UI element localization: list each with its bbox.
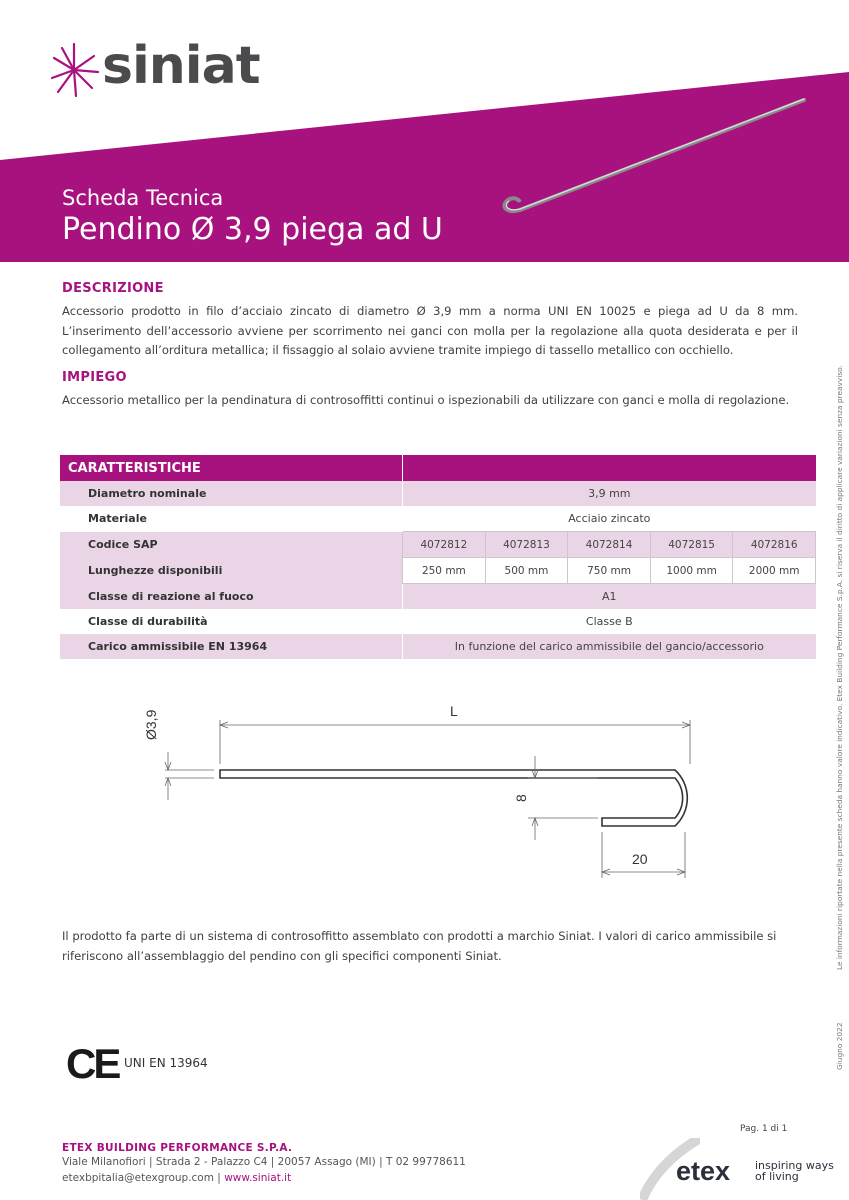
codice-cell: 4072815: [650, 532, 733, 558]
footer-website-link[interactable]: www.siniat.it: [224, 1172, 292, 1184]
fuoco-value: A1: [403, 584, 816, 610]
lunghezza-cell: 2000 mm: [733, 558, 816, 584]
table-header-row: [60, 455, 816, 481]
ce-norm: UNI EN 13964: [124, 1056, 208, 1070]
impiego-text: Accessorio metallico per la pendinatura di controsoffitti continui o ispezionabili da utilizzare con ganci e molla di regolazione.: [62, 393, 790, 407]
page-number: Pag. 1 di 1: [740, 1124, 788, 1134]
codice-cell: 4072812: [403, 532, 486, 558]
dimension-lines: [165, 720, 690, 878]
materiale-label: Materiale: [60, 506, 403, 532]
lunghezza-cell: 750 mm: [568, 558, 651, 584]
impiego-heading: IMPIEGO: [62, 370, 127, 385]
footer-email[interactable]: etexbpitalia@etexgroup.com: [62, 1172, 214, 1184]
table-row: [60, 634, 816, 659]
codice-label: Codice SAP: [60, 532, 403, 558]
etex-logo: etex: [676, 1156, 731, 1186]
siniat-logo: siniat: [102, 36, 260, 96]
lunghezza-cell: 250 mm: [403, 558, 486, 584]
footer-address: Viale Milanofiori | Strada 2 - Palazzo C4 | 20057 Assago (MI) | T 02 99778611: [62, 1156, 466, 1168]
etex-tagline: inspiring ways of living: [755, 1159, 834, 1183]
lunghezze-label: Lunghezze disponibili: [60, 558, 403, 584]
caratteristiche-table: [60, 455, 816, 659]
carico-value: In funzione del carico ammissibile del gancio/accessorio: [403, 634, 816, 659]
codice-cell: 4072816: [733, 532, 816, 558]
technical-drawing: [130, 690, 720, 890]
length-label: L: [450, 703, 458, 719]
lunghezza-cell: 1000 mm: [650, 558, 733, 584]
descrizione-text: Accessorio prodotto in filo d’acciaio zincato di diametro Ø 3,9 mm a norma UNI EN 10025 e piega ad U da 8 mm. L’inserimento dell’accessorio avviene per scorrimento nei ganci con molla per la regolazione alla quota desiderata e per il collegamento all’orditura metallica; il fissaggio al solaio avviene tramite impiego di tassello metallico con occhiello.: [62, 304, 798, 357]
materiale-value: Acciaio zincato: [403, 506, 816, 532]
table-row: [60, 506, 816, 532]
table-row: [60, 609, 816, 634]
side-date: Giugno 2022: [835, 1022, 844, 1070]
durabilita-value: Classe B: [403, 609, 816, 634]
carico-label: Carico ammissibile EN 13964: [60, 634, 403, 659]
codice-cell: 4072814: [568, 532, 651, 558]
diameter-label: Ø3,9: [143, 709, 159, 740]
side-disclaimer: Le informazioni riportate nella presente scheda hanno valore indicativo. Etex Building Performance S.p.A. si riserva il diritto di applicare variazioni senza preavviso.: [835, 365, 844, 970]
document-title: Pendino Ø 3,9 piega ad U: [62, 212, 443, 247]
bend-label: 8: [513, 794, 529, 802]
hanger-profile: [220, 770, 687, 826]
fuoco-label: Classe di reazione al fuoco: [60, 584, 403, 610]
table-row: [60, 481, 816, 506]
table-row: [60, 584, 816, 610]
descrizione-heading: DESCRIZIONE: [62, 281, 164, 296]
lunghezza-cell: 500 mm: [485, 558, 568, 584]
diametro-label: Diametro nominale: [60, 481, 403, 506]
durabilita-label: Classe di durabilità: [60, 609, 403, 634]
caratteristiche-heading: CARATTERISTICHE: [60, 455, 403, 481]
footer-contacts: etexbpitalia@etexgroup.com | www.siniat.it: [62, 1172, 292, 1184]
footer-company: ETEX BUILDING PERFORMANCE S.P.A.: [62, 1142, 293, 1154]
footnote-text: Il prodotto fa parte di un sistema di controsoffitto assemblato con prodotti a marchio Siniat. I valori di carico ammissibile si riferiscono all’assemblaggio del pendino con gli specifici componenti Siniat.: [62, 929, 777, 963]
hook-label: 20: [632, 851, 648, 867]
siniat-star-icon: [48, 40, 100, 100]
document-subtitle: Scheda Tecnica: [62, 186, 224, 210]
diametro-value: 3,9 mm: [403, 481, 816, 506]
table-row: [60, 532, 816, 558]
codice-cell: 4072813: [485, 532, 568, 558]
table-row: [60, 558, 816, 584]
ce-mark-icon: CE: [66, 1040, 119, 1087]
